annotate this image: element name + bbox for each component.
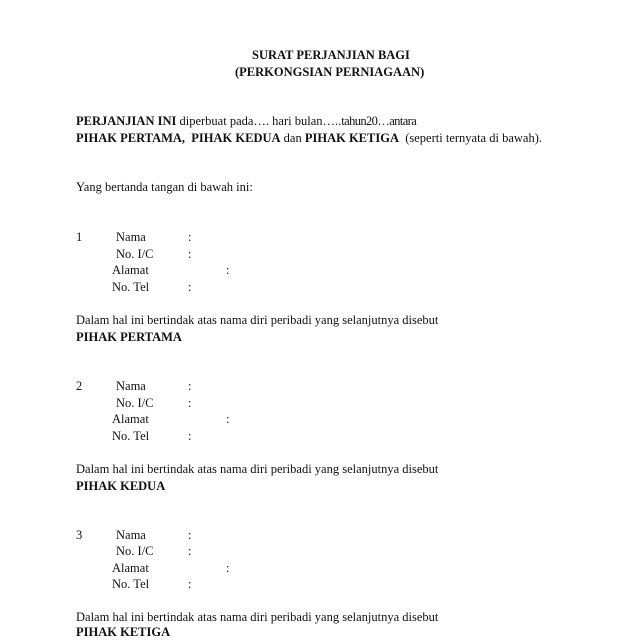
field-colon: : <box>188 379 192 393</box>
field-colon: : <box>188 280 192 294</box>
field-label-nama: Nama <box>116 379 146 393</box>
intro-lead-bold: PERJANJIAN INI <box>76 114 177 128</box>
intro-conjunction: dan <box>283 131 302 145</box>
field-label-nama: Nama <box>116 230 146 244</box>
field-colon: : <box>226 561 230 575</box>
field-label-tel: No. Tel <box>112 429 150 443</box>
signatories-intro: Yang bertanda tangan di bawah ini: <box>76 180 253 194</box>
party-statement: Dalam hal ini bertindak atas nama diri peribadi yang selanjutnya disebut <box>76 313 439 327</box>
intro-line-2 <box>76 130 542 146</box>
field-colon: : <box>226 263 230 277</box>
party-label: PIHAK KETIGA <box>76 625 171 639</box>
field-label-nama: Nama <box>116 528 146 542</box>
field-colon: : <box>188 230 192 244</box>
intro-party-3: PIHAK KETIGA <box>304 131 399 145</box>
field-colon: : <box>188 528 192 542</box>
field-colon: : <box>188 544 192 558</box>
party-label: PIHAK KEDUA <box>76 479 166 493</box>
field-colon: : <box>188 577 192 591</box>
field-label-ic: No. I/C <box>116 544 154 558</box>
document-title: SURAT PERJANJIAN BAGI <box>252 48 410 62</box>
field-label-alamat: Alamat <box>112 561 149 575</box>
field-label-alamat: Alamat <box>112 263 149 277</box>
party-label: PIHAK PERTAMA <box>76 330 182 344</box>
document-subtitle: (PERKONGSIAN PERNIAGAAN) <box>235 65 425 79</box>
intro-line-1 <box>76 113 416 129</box>
field-label-ic: No. I/C <box>116 396 154 410</box>
party-number: 2 <box>76 379 83 393</box>
field-label-ic: No. I/C <box>116 247 154 261</box>
field-colon: : <box>226 412 230 426</box>
field-colon: : <box>188 429 192 443</box>
intro-note: (seperti ternyata di bawah). <box>405 131 542 145</box>
field-colon: : <box>188 247 192 261</box>
intro-party-2: PIHAK KEDUA <box>191 131 281 145</box>
party-number: 3 <box>76 528 83 542</box>
intro-lead-tail: tahun20…antara <box>341 114 417 128</box>
party-number: 1 <box>76 230 83 244</box>
field-label-tel: No. Tel <box>112 280 150 294</box>
intro-party-1: PIHAK PERTAMA, <box>76 131 186 145</box>
party-statement: Dalam hal ini bertindak atas nama diri peribadi yang selanjutnya disebut <box>76 462 439 476</box>
field-label-alamat: Alamat <box>112 412 149 426</box>
intro-lead-text: diperbuat pada…. hari bulan….. <box>179 114 342 128</box>
party-statement: Dalam hal ini bertindak atas nama diri peribadi yang selanjutnya disebut <box>76 610 439 624</box>
field-label-tel: No. Tel <box>112 577 150 591</box>
field-colon: : <box>188 396 192 410</box>
